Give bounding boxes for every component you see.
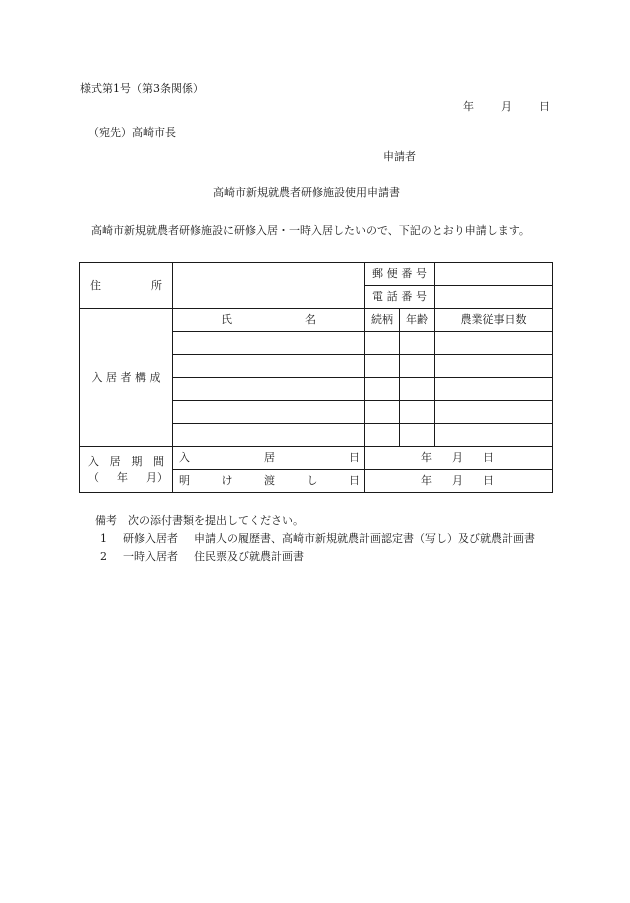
member-age-field[interactable] (400, 355, 435, 378)
document-title: 高崎市新規就農者研修施設使用申請書 (213, 186, 400, 199)
members-label: 入 居 者 構 成 (80, 309, 173, 447)
col-header-relation: 続柄 (365, 309, 400, 332)
phone-label-cell: 電 話 番 号 (365, 286, 435, 309)
member-relation-field[interactable] (365, 424, 400, 447)
member-age-field[interactable] (400, 378, 435, 401)
member-name-field[interactable] (173, 378, 365, 401)
period-label-cell: 入 居 期 間 （ 年 月） (80, 447, 173, 493)
postal-code-field[interactable] (435, 263, 553, 286)
move-in-date-field[interactable]: 年 月 日 (365, 447, 553, 470)
address-field[interactable] (173, 263, 365, 309)
member-age-field[interactable] (400, 332, 435, 355)
member-name-field[interactable] (173, 332, 365, 355)
member-days-field[interactable] (435, 332, 553, 355)
date-line (463, 99, 550, 115)
applicant-label: 申請者 (383, 150, 416, 163)
member-days-field[interactable] (435, 355, 553, 378)
note-item: 2 一時入居者 住民票及び就農計画書 (100, 550, 304, 563)
date-month: 月 (501, 100, 512, 113)
date-day: 日 (539, 100, 550, 113)
member-name-field[interactable] (173, 424, 365, 447)
member-relation-field[interactable] (365, 332, 400, 355)
move-out-date-field[interactable]: 年 月 日 (365, 470, 553, 493)
member-name-field[interactable] (173, 401, 365, 424)
notes-heading: 備考 次の添付書類を提出してください。 (95, 514, 304, 527)
form-number: 様式第1号（第3条関係） (80, 82, 204, 95)
move-out-label-cell: 明 け 渡 し 日 (173, 470, 365, 493)
member-relation-field[interactable] (365, 378, 400, 401)
member-days-field[interactable] (435, 424, 553, 447)
col-header-age: 年齢 (400, 309, 435, 332)
member-age-field[interactable] (400, 401, 435, 424)
member-relation-field[interactable] (365, 355, 400, 378)
col-header-farm-days: 農業従事日数 (435, 309, 553, 332)
phone-number-field[interactable] (435, 286, 553, 309)
address-label-cell: 住 所 (80, 263, 173, 309)
member-name-field[interactable] (173, 355, 365, 378)
member-days-field[interactable] (435, 378, 553, 401)
col-header-name: 氏 名 (173, 309, 365, 332)
date-year: 年 (463, 100, 474, 113)
member-relation-field[interactable] (365, 401, 400, 424)
member-age-field[interactable] (400, 424, 435, 447)
addressee: （宛先）高崎市長 (88, 126, 176, 139)
note-item: 1 研修入居者 申請人の履歴書、高崎市新規就農計画認定書（写し）及び就農計画書 (100, 532, 535, 545)
postal-label-cell: 郵 便 番 号 (365, 263, 435, 286)
application-table (79, 262, 553, 493)
move-in-label-cell: 入 居 日 (173, 447, 365, 470)
intro-text: 高崎市新規就農者研修施設に研修入居・一時入居したいので、下記のとおり申請します。 (91, 224, 530, 237)
member-days-field[interactable] (435, 401, 553, 424)
